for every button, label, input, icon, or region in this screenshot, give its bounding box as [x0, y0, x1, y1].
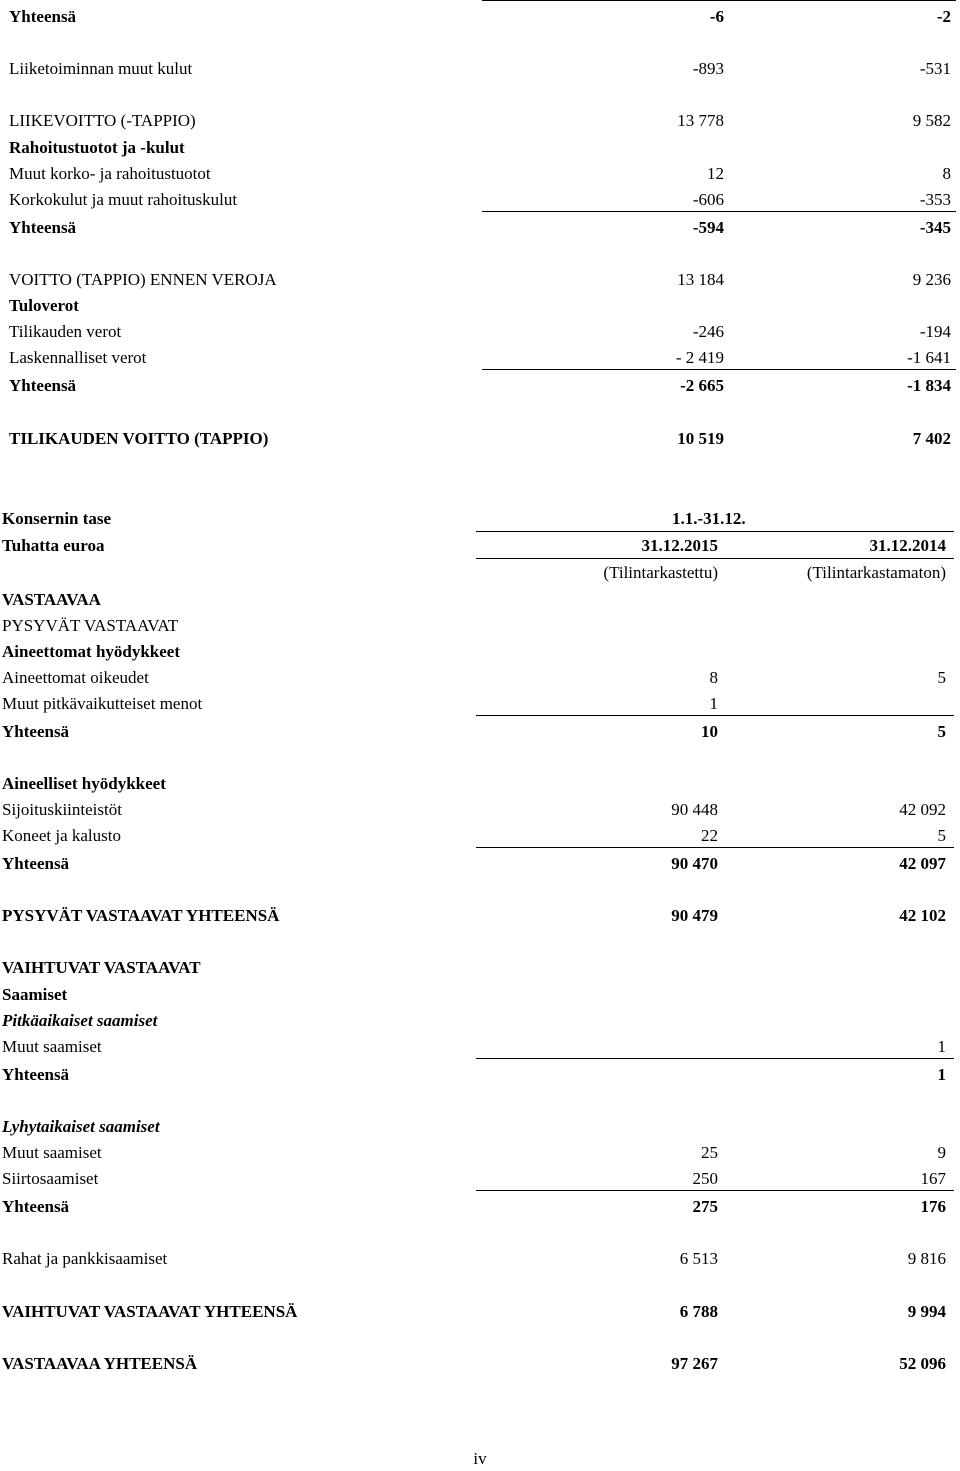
statement-row: [0, 1009, 960, 1033]
row-value-current: 90 448: [671, 800, 718, 819]
row-label: Muut saamiset: [2, 1143, 102, 1162]
row-value-current: -2 665: [680, 376, 724, 395]
balance-rule-shortterm: [476, 1190, 954, 1191]
row-value-previous: -353: [919, 190, 951, 209]
row-label: Koneet ja kalusto: [2, 826, 121, 845]
row-value-current: 250: [692, 1169, 718, 1188]
statement-row: [0, 427, 960, 451]
statement-row: [0, 268, 960, 292]
row-label: Lyhytaikaiset saamiset: [2, 1117, 160, 1136]
row-value-current: 8: [709, 668, 718, 687]
row-value-previous: -531: [919, 59, 951, 78]
row-label: VASTAAVAA YHTEENSÄ: [2, 1354, 198, 1373]
row-value-current: 12: [707, 164, 724, 183]
row-value-current: 90 470: [671, 854, 718, 873]
row-value-current: -6: [709, 7, 724, 26]
row-value-current: 275: [692, 1197, 718, 1216]
row-value-current: -893: [692, 59, 724, 78]
row-label: Tilikauden verot: [9, 322, 122, 341]
row-label: Aineelliset hyödykkeet: [2, 774, 166, 793]
row-value-previous: 1: [937, 1065, 946, 1084]
row-value-previous: 167: [920, 1169, 946, 1188]
row-label: PYSYVÄT VASTAAVAT YHTEENSÄ: [2, 906, 280, 925]
statement-row: [0, 1167, 960, 1191]
statement-row: [0, 640, 960, 664]
row-value-previous: 52 096: [899, 1354, 946, 1373]
statement-row: [0, 1300, 960, 1324]
row-value-current: 13 184: [677, 270, 724, 289]
row-value-previous: 42 102: [899, 906, 946, 925]
row-label: Laskennalliset verot: [9, 348, 147, 367]
row-label: Yhteensä: [2, 722, 70, 741]
statement-row: [0, 956, 960, 980]
row-label: Yhteensä: [9, 218, 77, 237]
income-rule-taxes: [482, 369, 956, 370]
row-value-previous: -1 641: [907, 348, 951, 367]
balance-rule-tangible: [476, 847, 954, 848]
row-label: Rahat ja pankkisaamiset: [2, 1249, 168, 1268]
row-value-current: 90 479: [671, 906, 718, 925]
row-value-previous: -2: [936, 7, 951, 26]
col2-audit-note: (Tilintarkastamaton): [806, 563, 946, 582]
row-value-previous: 8: [942, 164, 951, 183]
statement-row: [0, 1141, 960, 1165]
statement-row: [0, 320, 960, 344]
row-label: Sijoituskiinteistöt: [2, 800, 122, 819]
row-value-previous: 9 236: [912, 270, 951, 289]
statement-row: [0, 294, 960, 318]
page-number: iv: [473, 1449, 487, 1468]
statement-row: [0, 772, 960, 796]
statement-row: [0, 1352, 960, 1376]
row-value-previous: 42 097: [899, 854, 946, 873]
row-value-previous: -345: [919, 218, 951, 237]
row-value-current: - 2 419: [675, 348, 724, 367]
statement-row: [0, 692, 960, 716]
statement-row: [0, 720, 960, 744]
row-label: Muut saamiset: [2, 1037, 102, 1056]
statement-row: [0, 1247, 960, 1271]
row-label: TILIKAUDEN VOITTO (TAPPIO): [9, 429, 269, 448]
statement-row: [0, 824, 960, 848]
row-label: Saamiset: [2, 985, 68, 1004]
statement-row: [0, 5, 960, 29]
row-value-previous: 1: [937, 1037, 946, 1056]
balance-rule-longterm: [476, 1058, 954, 1059]
row-value-current: 6 513: [679, 1249, 718, 1268]
row-value-current: 10 519: [677, 429, 724, 448]
row-label: VAIHTUVAT VASTAAVAT YHTEENSÄ: [2, 1302, 298, 1321]
statement-row: [0, 1195, 960, 1219]
income-rule-top: [482, 0, 956, 1]
statement-row: [0, 852, 960, 876]
row-label: LIIKEVOITTO (-TAPPIO): [9, 111, 196, 130]
statement-row: [0, 188, 960, 212]
row-label: Pitkäaikaiset saamiset: [2, 1011, 158, 1030]
row-value-previous: 5: [937, 722, 946, 741]
row-value-current: -606: [692, 190, 724, 209]
row-value-current: 25: [701, 1143, 718, 1162]
statement-row: [0, 216, 960, 240]
row-label: Yhteensä: [9, 7, 77, 26]
statement-row: [0, 57, 960, 81]
row-value-previous: 176: [920, 1197, 946, 1216]
row-label: Yhteensä: [2, 1065, 70, 1084]
col1-date: 31.12.2015: [641, 536, 718, 555]
row-label: Aineettomat oikeudet: [2, 668, 149, 687]
statement-row: [0, 983, 960, 1007]
statement-row: [0, 346, 960, 370]
row-label: VASTAAVAA: [2, 590, 101, 609]
row-label: VAIHTUVAT VASTAAVAT: [2, 958, 201, 977]
row-label: Muut pitkävaikutteiset menot: [2, 694, 203, 713]
row-label: Liiketoiminnan muut kulut: [9, 59, 193, 78]
balance-sheet-title: Konsernin tase: [2, 509, 112, 528]
row-value-current: 1: [709, 694, 718, 713]
row-value-current: 97 267: [671, 1354, 718, 1373]
row-label: PYSYVÄT VASTAAVAT: [2, 616, 179, 635]
income-rule-financial: [482, 211, 956, 212]
col2-date: 31.12.2014: [869, 536, 946, 555]
row-value-previous: 5: [937, 668, 946, 687]
row-value-current: 22: [701, 826, 718, 845]
statement-row: [0, 136, 960, 160]
statement-row: [0, 1063, 960, 1087]
statement-row: [0, 904, 960, 928]
row-label: VOITTO (TAPPIO) ENNEN VEROJA: [9, 270, 277, 289]
row-value-previous: -1 834: [907, 376, 951, 395]
col1-audit-note: (Tilintarkastettu): [603, 563, 718, 582]
row-value-previous: 9: [937, 1143, 946, 1162]
date-rule: [476, 558, 954, 559]
period-rule: [476, 531, 954, 532]
statement-row: [0, 614, 960, 638]
row-value-current: 13 778: [677, 111, 724, 130]
statement-row: [0, 1115, 960, 1139]
row-label: Tuloverot: [9, 296, 79, 315]
row-value-current: 6 788: [679, 1302, 718, 1321]
statement-row: [0, 374, 960, 398]
row-label: Yhteensä: [2, 1197, 70, 1216]
statement-row: [0, 162, 960, 186]
row-label: Korkokulut ja muut rahoituskulut: [9, 190, 238, 209]
row-label: Yhteensä: [9, 376, 77, 395]
row-label: Yhteensä: [2, 854, 70, 873]
statement-row: [0, 588, 960, 612]
row-value-previous: 9 994: [907, 1302, 946, 1321]
row-value-current: -594: [692, 218, 724, 237]
row-label: Muut korko- ja rahoitustuotot: [9, 164, 211, 183]
row-value-previous: 5: [937, 826, 946, 845]
period-label: 1.1.-31.12.: [672, 509, 746, 528]
row-value-previous: -194: [919, 322, 951, 341]
row-value-previous: 42 092: [899, 800, 946, 819]
row-value-previous: 7 402: [912, 429, 951, 448]
statement-row: [0, 798, 960, 822]
row-value-current: -246: [692, 322, 724, 341]
row-value-previous: 9 816: [907, 1249, 946, 1268]
balance-rule-intangible: [476, 715, 954, 716]
row-value-previous: 9 582: [912, 111, 951, 130]
row-label: Rahoitustuotot ja -kulut: [9, 138, 185, 157]
row-label: Siirtosaamiset: [2, 1169, 99, 1188]
statement-row: [0, 109, 960, 133]
statement-row: [0, 666, 960, 690]
statement-row: [0, 1035, 960, 1059]
row-label: Aineettomat hyödykkeet: [2, 642, 181, 661]
unit-label: Tuhatta euroa: [2, 536, 105, 555]
row-value-current: 10: [701, 722, 718, 741]
